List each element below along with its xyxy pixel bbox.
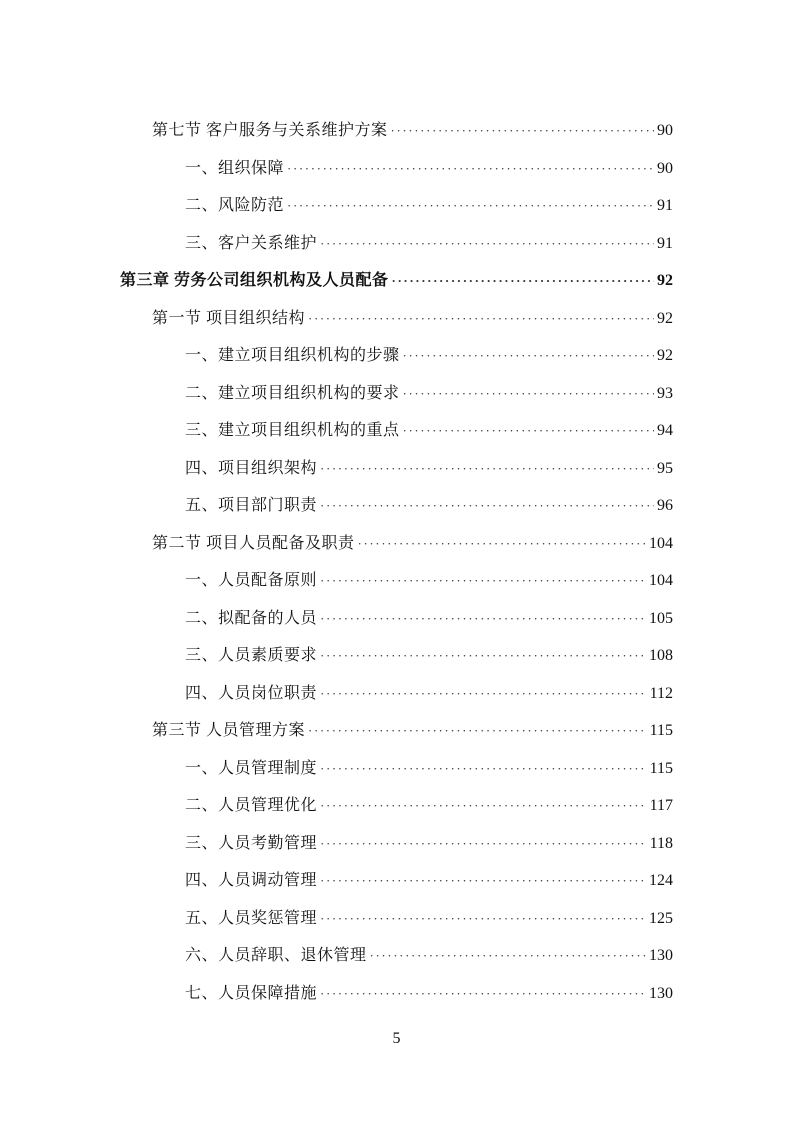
toc-entry-label: 一、人员管理制度 <box>185 759 318 777</box>
toc-entry-item[interactable] <box>185 416 673 446</box>
toc-entry-label: 第三章 劳务公司组织机构及人员配备 <box>120 272 389 289</box>
dot-leader <box>320 566 646 596</box>
toc-entry-page: 92 <box>657 309 673 327</box>
toc-entry-item[interactable] <box>185 791 673 821</box>
toc-entry-label: 三、人员素质要求 <box>185 647 318 664</box>
dot-leader <box>320 754 647 784</box>
toc-entry-label: 第一节 项目组织结构 <box>152 309 306 327</box>
toc-entry-page: 130 <box>649 984 673 1002</box>
toc-entry-label: 四、人员调动管理 <box>185 872 318 889</box>
toc-entry-item[interactable] <box>185 604 673 634</box>
toc-entry-page: 105 <box>649 609 673 627</box>
toc-entry-label: 七、人员保障措施 <box>185 984 318 1002</box>
toc-entry-label: 第二节 项目人员配备及职责 <box>152 534 355 552</box>
dot-leader <box>403 416 654 446</box>
toc-entry-section[interactable] <box>152 304 673 334</box>
toc-entry-item[interactable] <box>185 904 673 934</box>
toc-entry-item[interactable] <box>185 454 673 484</box>
dot-leader <box>308 716 647 746</box>
dot-leader <box>320 229 654 259</box>
dot-leader <box>391 116 654 146</box>
toc-entry-label: 六、人员辞职、退休管理 <box>185 947 367 964</box>
toc-entry-page: 91 <box>657 234 673 252</box>
dot-leader <box>287 154 654 184</box>
dot-leader <box>358 529 646 559</box>
dot-leader <box>403 341 654 371</box>
toc-entry-label: 四、人员岗位职责 <box>185 684 318 702</box>
toc-entry-label: 一、组织保障 <box>185 159 285 177</box>
toc-entry-page: 90 <box>657 122 673 139</box>
dot-leader <box>308 304 654 334</box>
toc-entry-page: 92 <box>657 347 673 364</box>
toc-entry-page: 92 <box>657 272 673 289</box>
toc-entry-item[interactable] <box>185 641 673 671</box>
dot-leader <box>370 941 646 971</box>
toc-entry-item[interactable] <box>185 379 673 409</box>
toc-entry-item[interactable] <box>185 754 673 784</box>
page-number: 5 <box>392 1030 401 1047</box>
toc-entry-section[interactable] <box>152 716 673 746</box>
toc-entry-page: 115 <box>649 722 673 739</box>
dot-leader <box>320 979 646 1009</box>
toc-entry-item[interactable] <box>185 979 673 1009</box>
toc-entry-item[interactable] <box>185 229 673 259</box>
toc-entry-label: 第三节 人员管理方案 <box>152 722 306 739</box>
toc-entry-label: 五、项目部门职责 <box>185 497 318 514</box>
toc-entry-page: 130 <box>649 947 673 964</box>
dot-leader <box>320 679 647 709</box>
toc-entry-page: 115 <box>649 759 673 777</box>
toc-entry-page: 91 <box>657 197 673 214</box>
toc-entry-page: 108 <box>649 647 673 664</box>
toc-entry-page: 117 <box>649 797 673 814</box>
toc-entry-page: 124 <box>649 872 673 889</box>
toc-entry-page: 104 <box>649 534 673 552</box>
dot-leader <box>320 641 646 671</box>
toc-entry-label: 三、人员考勤管理 <box>185 834 318 852</box>
toc-entry-item[interactable] <box>185 829 673 859</box>
toc-entry-label: 三、客户关系维护 <box>185 234 318 252</box>
toc-entry-page: 90 <box>657 159 673 177</box>
toc-entry-label: 第七节 客户服务与关系维护方案 <box>152 122 388 139</box>
toc-entry-label: 二、风险防范 <box>185 197 285 214</box>
dot-leader <box>287 191 654 221</box>
dot-leader <box>320 791 647 821</box>
toc-entry-label: 二、建立项目组织机构的要求 <box>185 384 400 402</box>
toc-entry-section[interactable] <box>152 529 673 559</box>
toc-entry-item[interactable] <box>185 491 673 521</box>
dot-leader <box>320 604 646 634</box>
toc-entry-page: 93 <box>657 384 673 402</box>
dot-leader <box>320 491 654 521</box>
toc-entry-label: 二、拟配备的人员 <box>185 609 318 627</box>
toc-entry-label: 三、建立项目组织机构的重点 <box>185 422 400 439</box>
toc-entry-section[interactable] <box>152 116 673 146</box>
toc-entry-page: 118 <box>649 834 673 852</box>
toc-entry-page: 96 <box>657 497 673 514</box>
toc-entry-label: 五、人员奖惩管理 <box>185 909 318 927</box>
toc-entry-item[interactable] <box>185 941 673 971</box>
dot-leader <box>320 454 654 484</box>
dot-leader <box>320 829 647 859</box>
toc-entry-label: 一、人员配备原则 <box>185 572 318 589</box>
toc-entry-item[interactable] <box>185 154 673 184</box>
toc-entry-item[interactable] <box>185 341 673 371</box>
toc-entry-page: 125 <box>649 909 673 927</box>
toc-entry-item[interactable] <box>185 191 673 221</box>
dot-leader <box>320 866 646 896</box>
dot-leader <box>403 379 654 409</box>
toc-entry-page: 94 <box>657 422 673 439</box>
toc-entry-item[interactable] <box>185 866 673 896</box>
toc-entry-label: 一、建立项目组织机构的步骤 <box>185 347 400 364</box>
dot-leader <box>320 904 646 934</box>
toc-entry-page: 104 <box>649 572 673 589</box>
toc-entry-item[interactable] <box>185 679 673 709</box>
toc-entry-item[interactable] <box>185 566 673 596</box>
toc-entry-label: 四、项目组织架构 <box>185 459 318 477</box>
dot-leader <box>392 266 654 296</box>
toc-entry-page: 112 <box>649 684 673 702</box>
toc-entry-label: 二、人员管理优化 <box>185 797 318 814</box>
toc-entry-page: 95 <box>657 459 673 477</box>
toc-entry-chapter[interactable] <box>120 266 673 296</box>
